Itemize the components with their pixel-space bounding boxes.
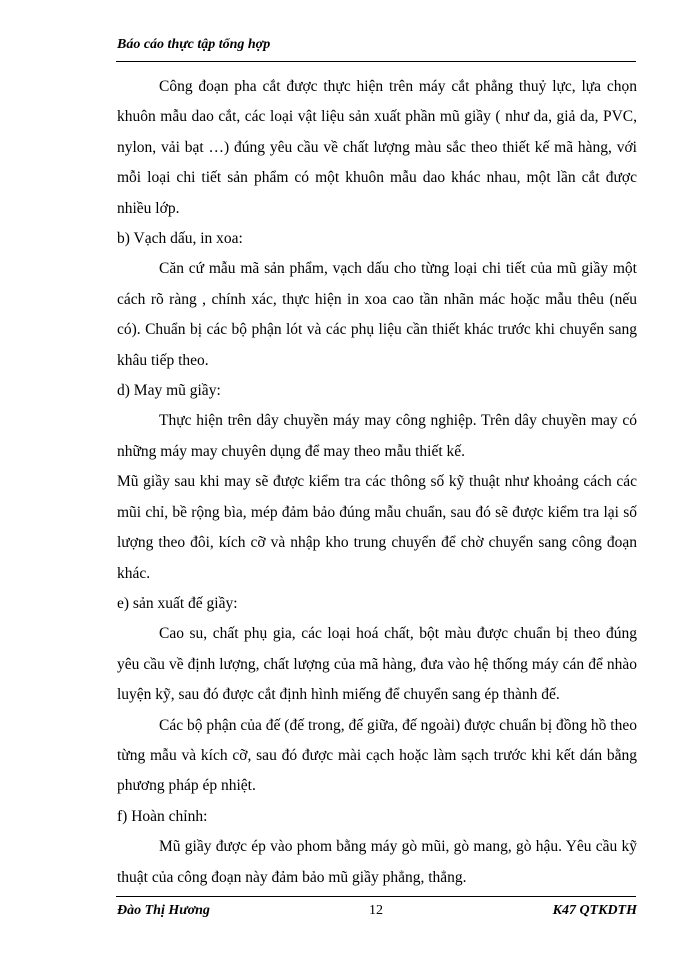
paragraph-inspection: Mũ giầy sau khi may sẽ được kiểm tra các thông số kỹ thuật như khoảng cách các mũi chỉ, bề rộng bìa, mép đảm bảo đúng mẫu chuẩn, sau đó sẽ được kiểm tra lại số lượng theo đôi, kích cỡ và nhập kho trung chuyển để chờ chuyển sang công đoạn khác. — [117, 473, 637, 582]
paragraph-sewing: Thực hiện trên dây chuyền máy may công nghiệp. Trên dây chuyền may có những máy may chuyên dụng để may theo mẫu thiết kế. — [117, 412, 637, 460]
document-body — [117, 72, 637, 893]
running-header: Báo cáo thực tập tổng hợp — [117, 37, 271, 52]
running-footer — [117, 903, 637, 923]
footer-class-code: K47 QTKDTH — [552, 903, 637, 918]
paragraph-sole-parts: Các bộ phận của đế (đế trong, đế giữa, đế ngoài) được chuẩn bị đồng hồ theo từng mẫu và kích cỡ, sau đó được mài cạch hoặc làm sạch trước khi kết dán bằng phương pháp ép nhiệt. — [117, 716, 637, 795]
paragraph-sole-rubber: Cao su, chất phụ gia, các loại hoá chất, bột màu được chuẩn bị theo đúng yêu cầu về định lượng, chất lượng của mã hàng, đưa vào hệ thống máy cán để nhào luyện kỹ, sau đó được cắt định hình miếng để chuyển sang ép thành đế. — [117, 625, 637, 704]
paragraph-cutting: Công đoạn pha cắt được thực hiện trên máy cắt phẳng thuỷ lực, lựa chọn khuôn mẫu dao cắt, các loại vật liệu sản xuất phần mũ giầy ( như da, giả da, PVC, nylon, vải bạt …) đúng yêu cầu về chất lượng màu sắc theo thiết kế mã hàng, với mỗi loại chi tiết sản phẩm có một khuôn mẫu dao khác nhau, một lần cắt được nhiều lớp. — [117, 78, 637, 217]
heading-sewing: d) May mũ giầy: — [117, 382, 221, 400]
footer-rule — [116, 896, 636, 897]
heading-sole-production: e) sản xuất đế giầy: — [117, 594, 238, 612]
footer-author: Đào Thị Hương — [117, 903, 210, 918]
header-rule — [116, 61, 636, 62]
heading-finishing: f) Hoàn chỉnh: — [117, 807, 208, 825]
page-number: 12 — [369, 903, 383, 918]
paragraph-finishing: Mũ giầy được ép vào phom bằng máy gò mũi, gò mang, gò hậu. Yêu cầu kỹ thuật của công đoạn này đảm bảo mũ giầy phẳng, thẳng. — [117, 838, 637, 886]
heading-marking: b) Vạch dấu, in xoa: — [117, 230, 243, 248]
paragraph-marking: Căn cứ mẫu mã sản phẩm, vạch dấu cho từng loại chi tiết của mũ giầy một cách rõ ràng , chính xác, thực hiện in xoa cao tần nhãn mác hoặc mẫu thêu (nếu có). Chuẩn bị các bộ phận lót và các phụ liệu cần thiết khác trước khi chuyển sang khâu tiếp theo. — [117, 260, 637, 369]
